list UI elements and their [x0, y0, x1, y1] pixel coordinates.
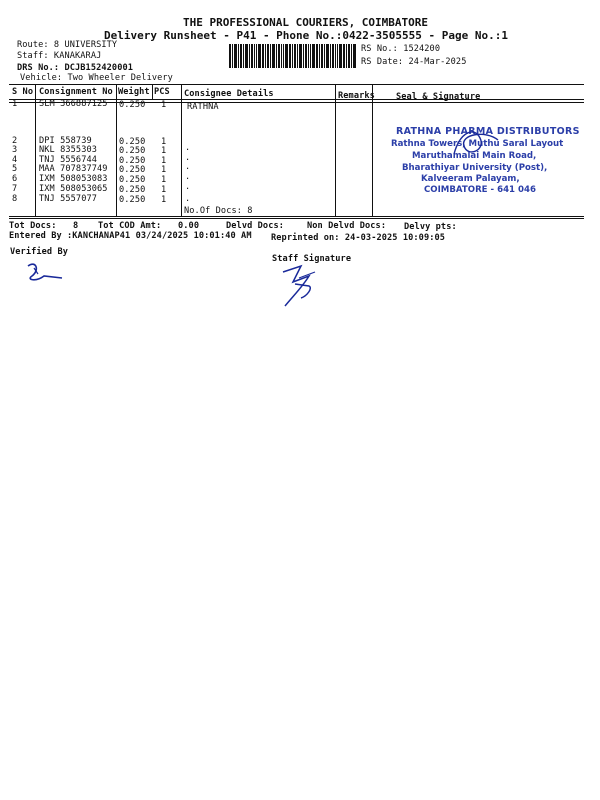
- delvd-docs-label: Delvd Docs:: [226, 221, 285, 231]
- verified-by-label: Verified By: [10, 247, 69, 257]
- header-seal-signature: Seal & Signature: [396, 92, 481, 102]
- non-delvd-docs-label: Non Delvd Docs:: [307, 221, 387, 231]
- row-7-weight: 0.250: [119, 185, 146, 195]
- table-bottom-rule: [9, 216, 584, 217]
- row-7-consignment: IXM 508053065: [39, 184, 108, 194]
- stamp-signature: [446, 124, 506, 164]
- stamp-line-6: COIMBATORE - 641 046: [424, 185, 536, 195]
- verified-signature: [22, 260, 68, 284]
- stamp-line-4: Bharathiyar University (Post),: [402, 163, 548, 173]
- col-divider-1: [35, 84, 36, 216]
- entered-by: Entered By :KANCHANAP41 03/24/2025 10:01:40 AM: [9, 231, 252, 241]
- row-1-weight: 0.250: [119, 100, 146, 110]
- row-6-weight: 0.250: [119, 175, 146, 185]
- row-5-consignment: MAA 707837749: [39, 164, 108, 174]
- row-5-weight: 0.250: [119, 165, 146, 175]
- row-2-weight: 0.250: [119, 137, 146, 147]
- row-4-consignment: TNJ 5556744: [39, 155, 98, 165]
- row-6-details: .: [185, 172, 191, 182]
- header-pcs: PCS: [154, 87, 170, 97]
- table-top-rule: [9, 84, 584, 85]
- row-2-sno: 2: [12, 136, 18, 146]
- row-4-details: .: [185, 153, 191, 163]
- staff-signature: [279, 262, 325, 312]
- row-8-sno: 8: [12, 194, 18, 204]
- row-6-sno: 6: [12, 174, 18, 184]
- row-7-sno: 7: [12, 184, 18, 194]
- row-8-weight: 0.250: [119, 195, 146, 205]
- row-6-pcs: 1: [161, 175, 167, 185]
- route-label: Route: 8 UNIVERSITY: [17, 40, 118, 50]
- tot-docs-label: Tot Docs:: [9, 221, 57, 231]
- col-divider-4: [181, 84, 182, 216]
- stamp-line-2: Rathna Towers, Muthu Saral Layout: [391, 139, 564, 149]
- staff-signature-label: Staff Signature: [272, 254, 352, 264]
- header-consignment-no: Consignment No: [39, 87, 113, 97]
- header-sno: S No: [12, 87, 34, 97]
- col-divider-6: [372, 84, 373, 216]
- header-remarks: Remarks: [338, 91, 375, 101]
- row-4-pcs: 1: [161, 156, 167, 166]
- barcode: [229, 44, 357, 68]
- rs-date: RS Date: 24-Mar-2025: [361, 57, 467, 67]
- row-1-pcs: 1: [161, 100, 167, 110]
- row-6-consignment: IXM 508053083: [39, 174, 108, 184]
- row-7-pcs: 1: [161, 185, 167, 195]
- row-3-pcs: 1: [161, 146, 167, 156]
- row-1-sno: 1: [12, 99, 18, 109]
- tot-cod-value: 0.00: [178, 221, 200, 231]
- staff-label: Staff: KANAKARAJ: [17, 51, 102, 61]
- row-4-weight: 0.250: [119, 156, 146, 166]
- no-of-docs: No.Of Docs: 8: [184, 206, 253, 216]
- tot-cod-label: Tot COD Amt:: [98, 221, 162, 231]
- table-bottom-rule-2: [9, 218, 584, 219]
- rs-number: RS No.: 1524200: [361, 44, 441, 54]
- stamp-line-1: RATHNA PHARMA DISTRIBUTORS: [396, 126, 580, 137]
- tot-docs-value: 8: [73, 221, 79, 231]
- drs-number: DRS No.: DCJB152420001: [17, 63, 134, 73]
- row-7-details: .: [185, 182, 191, 192]
- row-5-pcs: 1: [161, 165, 167, 175]
- runsheet-subtitle: Delivery Runsheet - P41 - Phone No.:0422-3505555 - Page No.:1: [104, 29, 508, 42]
- row-8-details: .: [185, 194, 191, 204]
- stamp-line-5: Kalveeram Palayam,: [421, 174, 520, 184]
- col-divider-2: [116, 84, 117, 216]
- row-3-details: .: [185, 143, 191, 153]
- row-5-sno: 5: [12, 164, 18, 174]
- row-1-consignment: SLM 366887125: [39, 99, 108, 109]
- row-2-pcs: 1: [161, 137, 167, 147]
- col-divider-3: [152, 84, 153, 100]
- row-3-sno: 3: [12, 145, 18, 155]
- col-divider-5: [335, 84, 336, 216]
- header-consignee-details: Consignee Details: [184, 89, 274, 99]
- delvy-pts-label: Delvy pts:: [404, 222, 457, 232]
- row-3-weight: 0.250: [119, 146, 146, 156]
- stamp-line-3: Maruthamalai Main Road,: [412, 151, 537, 161]
- row-3-consignment: NKL 8355303: [39, 145, 98, 155]
- row-8-pcs: 1: [161, 195, 167, 205]
- row-5-details: .: [185, 162, 191, 172]
- company-title: THE PROFESSIONAL COURIERS, COIMBATORE: [183, 16, 429, 29]
- row-1-details: RATHNA: [187, 102, 219, 112]
- vehicle-label: Vehicle: Two Wheeler Delivery: [20, 73, 173, 83]
- reprinted-on: Reprinted on: 24-03-2025 10:09:05: [271, 233, 446, 243]
- row-2-consignment: DPI 558739: [39, 136, 92, 146]
- header-weight: Weight: [118, 87, 150, 97]
- row-8-consignment: TNJ 5557077: [39, 194, 98, 204]
- row-4-sno: 4: [12, 155, 18, 165]
